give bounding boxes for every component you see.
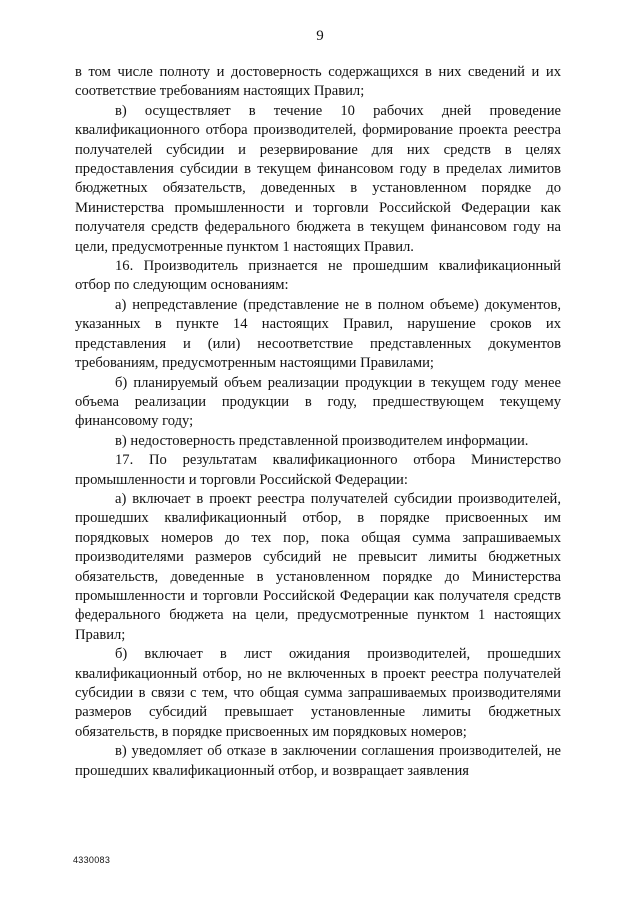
paragraph-16-a: а) непредставление (представление не в полном объеме) документов, указанных в пункте 14 настоящих Правил, нарушение сроков их представления и (или) несоответствие представленных документов требованиям, предусмотренным настоящими Правилами; — [75, 296, 561, 372]
paragraph-17-v: в) уведомляет об отказе в заключении соглашения производителей, не прошедших квалификационный отбор, и возвращает заявления — [75, 743, 561, 779]
paragraph-17-a: а) включает в проект реестра получателей субсидии производителей, прошедших квалификационный отбор, в порядке присвоенных им порядковых номеров до тех пор, пока общая сумма запрашиваемых производителями размеров субсидий не превысит лимиты бюджетных обязательств, доведенные в установленном порядке до Министерства промышленности и торговли Российской Федерации как получателя средств федерального бюджета на цели, предусмотренные пунктом 1 настоящих Правил; — [75, 490, 561, 643]
paragraph-16-b: б) планируемый объем реализации продукции в текущем году менее объема реализации продукции в году, предшествующем текущему финансовому году; — [75, 374, 561, 430]
document-body — [75, 63, 561, 781]
paragraph-15-v: в) осуществляет в течение 10 рабочих дней проведение квалификационного отбора производителей, формирование проекта реестра получателей субсидии и резервирование для них средств в целях предоставления субсидии в текущем финансовом году в пределах лимитов бюджетных обязательств, доведенных в установленном порядке до Министерства промышленности и торговли Российской Федерации как получателя средств федерального бюджета в текущем финансовом году на цели, предусмотренные пунктом 1 настоящих Правил. — [75, 102, 561, 255]
paragraph-17-b: б) включает в лист ожидания производителей, прошедших квалификационный отбор, но не включенных в проект реестра получателей субсидии в связи с тем, что общая сумма запрашиваемых производителями размеров субсидий превышает установленные лимиты бюджетных обязательств, в порядке присвоенных им порядковых номеров; — [75, 646, 561, 740]
paragraph-17: 17. По результатам квалификационного отбора Министерство промышленности и торговли Российской Федерации: — [75, 452, 561, 488]
document-code: 4330083 — [73, 855, 111, 865]
paragraph-continuation: в том числе полноту и достоверность содержащихся в них сведений и их соответствие требованиям настоящих Правил; — [75, 64, 561, 100]
paragraph-16-v: в) недостоверность представленной производителем информации. — [115, 432, 529, 449]
paragraph-16: 16. Производитель признается не прошедшим квалификационный отбор по следующим основаниям: — [75, 258, 561, 294]
page-number: 9 — [316, 28, 324, 44]
